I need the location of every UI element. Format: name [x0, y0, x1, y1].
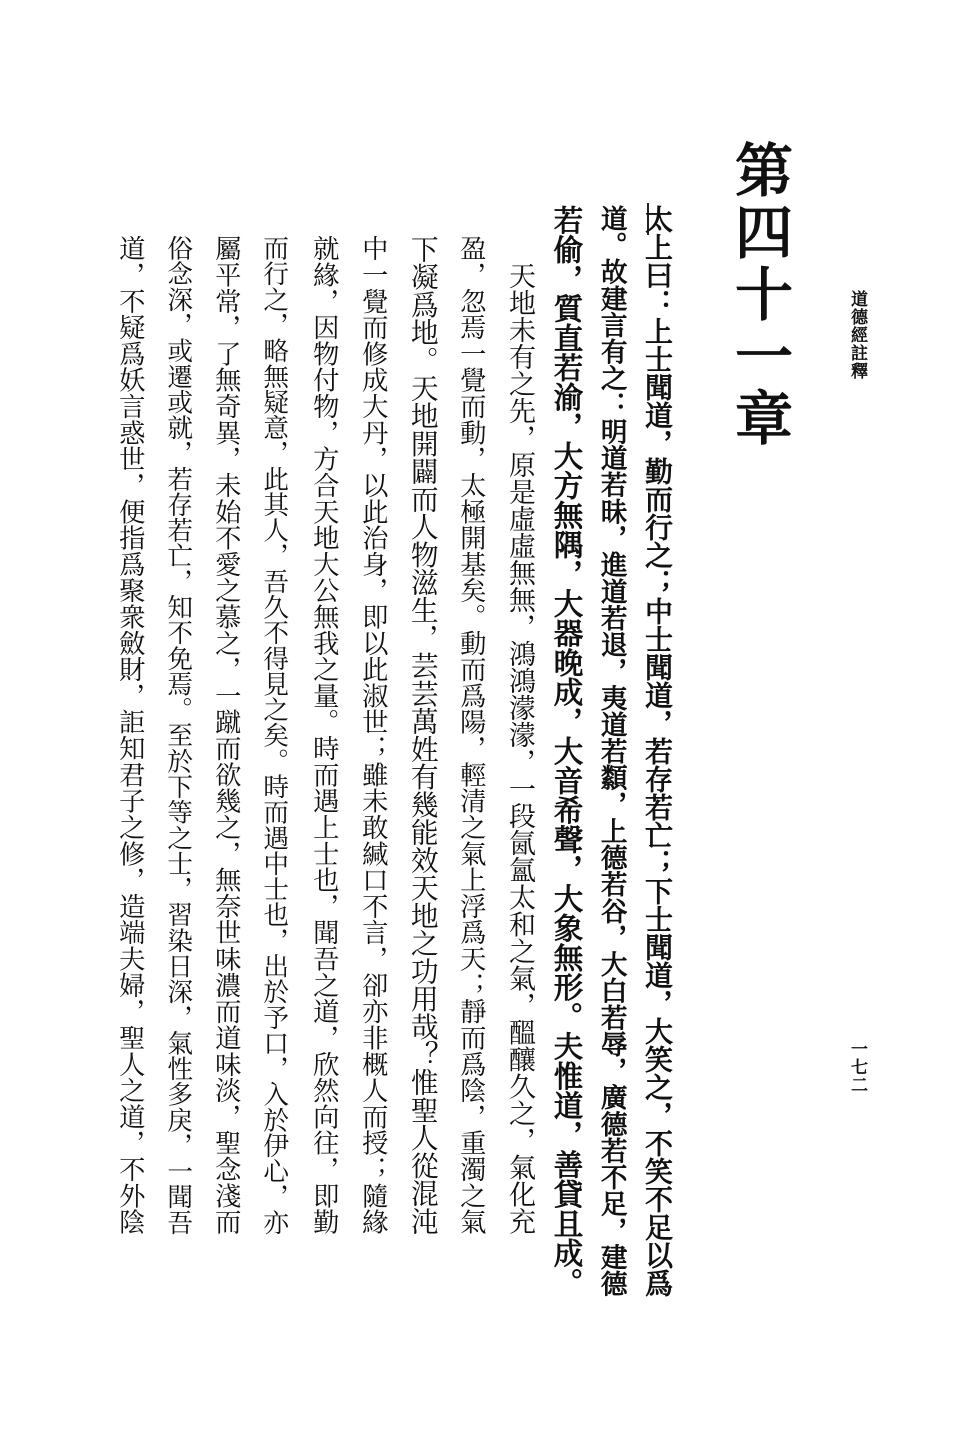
commentary-column: 天地未有之先，原是虛虛無無，鴻鴻濛濛，一段氤氳太和之氣，醞釀久之，氣化充: [504, 235, 536, 1235]
scripture-column: 太上曰：上士聞道，勤而行之；中士聞道，若存若亡；下士聞道，大笑之，不笑不足以爲: [641, 205, 674, 1297]
commentary-column: 就緣，因物付物，方合天地大公無我之量。時而遇上士也，聞吾之道，欣然向往，即勤: [308, 235, 339, 1235]
running-header: 道德經註釋: [847, 290, 867, 380]
commentary-column: 中一覺而修成大丹，以此治身，即以此淑世；雖未敢緘口不言，卻亦非概人而授；隨緣: [357, 235, 388, 1235]
commentary-column: 道，不疑爲妖言惑世，便指爲聚衆斂財，詎知君子之修，造端夫婦，聖人之道，不外陰: [114, 235, 145, 1235]
page-number: 一七二: [847, 1040, 867, 1094]
commentary-column: 下凝爲地。天地開闢而人物滋生，芸芸萬姓有幾能效天地之功用哉？惟聖人從混沌: [405, 235, 439, 1235]
scripture-column: 若偷，質直若渝，大方無隅，大器晚成，大音希聲，大象無形。夫惟道，善貸且成。: [549, 205, 584, 1297]
chapter-title: 第四十一章: [725, 140, 793, 450]
scripture-column: 道。故建言有之：明道若昧，進道若退，夷道若纇，上德若谷，大白若辱，廣德若不足，建德: [595, 205, 627, 1297]
commentary-column: 屬平常，了無奇異，未始不愛之慕之，一蹴而欲幾之，無奈世味濃而道味淡，聖念淺而: [210, 235, 241, 1235]
commentary-column: 而行之，略無疑意，此其人，吾久不得見之矣。時而遇中士也，出於予口，入於伊心，亦: [258, 235, 289, 1235]
commentary-column: 盈，忽焉一覺而動，太極開基矣。動而爲陽，輕清之氣上浮爲天；靜而爲陰，重濁之氣: [455, 235, 486, 1235]
commentary-column: 俗念深，或遷或就，若存若亡，知不免焉。至於下等之士，習染日深，氣性多戾，一聞吾: [162, 235, 193, 1235]
